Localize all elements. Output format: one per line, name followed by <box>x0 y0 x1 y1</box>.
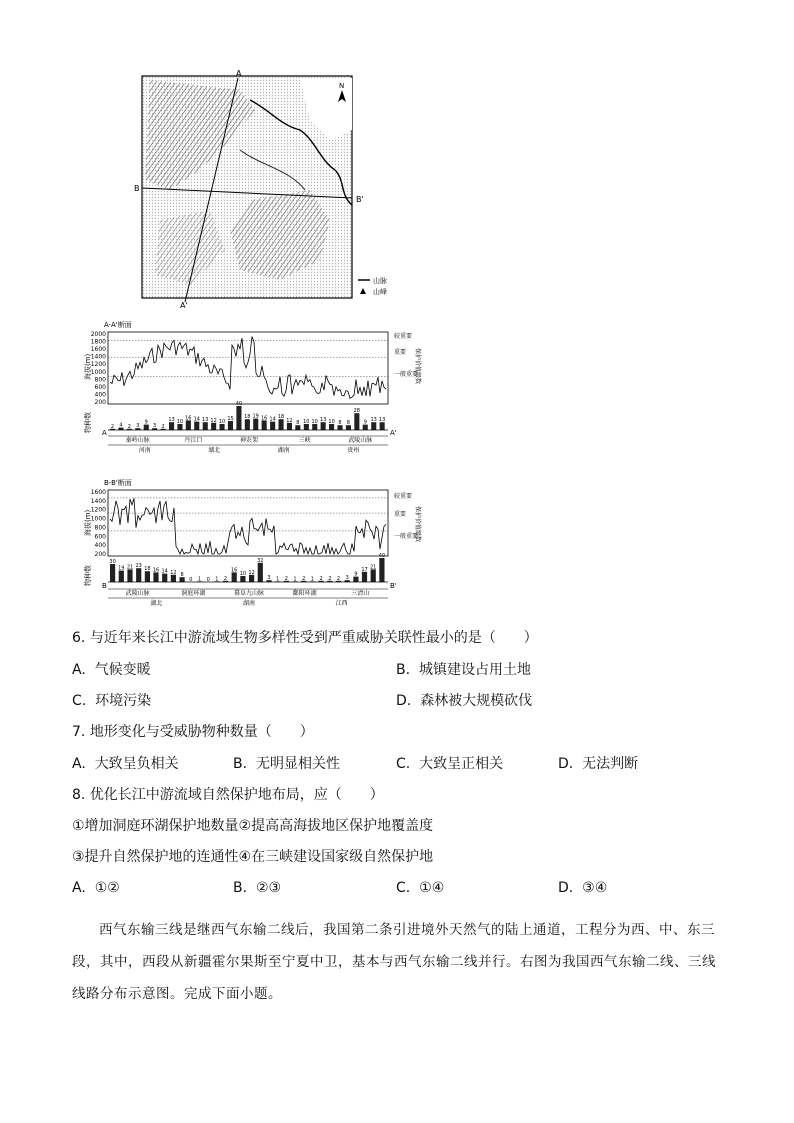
aa-bar-label: 2 <box>127 423 131 430</box>
aa-level-1: 较重要 <box>394 333 413 340</box>
question-6-stem: 与近年来长江中游流域生物多样性受到严重威胁关联性最小的是（ ） <box>89 630 538 646</box>
aa-region-label: 秦岭山脉 <box>125 437 150 444</box>
bb-region-label: 鄱阳环湖 <box>292 590 317 597</box>
bb-ytick: 400 <box>94 542 106 550</box>
aa-bar-label: 14 <box>193 416 200 423</box>
bb-bar <box>110 564 115 582</box>
q8-option-a[interactable]: A. ①② <box>72 880 120 896</box>
aa-bar-label: 10 <box>328 419 335 425</box>
passage-text: 西气东输三线是继西气东输二线后，我国第二条引进境外天然气的陆上通道，工程分为西、中、东三段，其中，西段从新疆霍尔果斯至宁夏中卫，基本与西气东输二线并行。右图为我国西气东输二线、三线线路分布示意图。完成下面小题。 <box>72 922 716 1002</box>
map-label-b: B <box>134 184 140 193</box>
question-8-stem: 优化长江中游流域自然保护地布局，应（ ） <box>89 787 384 803</box>
bb-bar <box>249 575 254 582</box>
bb-bar-label: 40 <box>378 553 386 559</box>
bb-bar <box>371 569 376 582</box>
bb-ytick: 600 <box>94 533 106 541</box>
bb-bar-label: 2 <box>319 575 323 582</box>
aa-bar <box>203 422 208 430</box>
bb-bar <box>119 571 124 582</box>
question-6-number: 6. <box>72 630 86 646</box>
bb-bar-label: 3 <box>345 575 349 582</box>
aa-region-label: 湖北 <box>208 447 221 454</box>
bb-bar-label: 9 <box>354 571 358 578</box>
aa-region-label: 河南 <box>138 447 151 454</box>
aa-ytick: 2000 <box>90 331 106 338</box>
question-8-number: 8. <box>72 787 86 803</box>
aa-ytick: 1600 <box>90 346 106 354</box>
bb-region-label: 三清山 <box>351 590 370 597</box>
terrain-map <box>130 70 430 310</box>
profile-aa-ylabel: 海拔(m) <box>84 353 92 380</box>
bb-bar-label: 2 <box>328 575 332 582</box>
map-legend <box>358 276 387 296</box>
q7-option-a[interactable]: A. 大致呈负相关 <box>72 756 179 772</box>
q6-option-d[interactable]: D. 森林被大规模砍伐 <box>396 693 533 709</box>
aa-ytick: 1800 <box>90 338 106 346</box>
profile-bb-start: B <box>102 582 107 590</box>
question-7-number: 7. <box>72 724 86 740</box>
aa-bar-label: 3 <box>153 423 157 430</box>
aa-bar <box>371 422 376 430</box>
aa-bar <box>354 413 359 430</box>
aa-bar <box>380 422 385 430</box>
aa-ytick: 1200 <box>90 361 106 369</box>
aa-bar-label: 4 <box>119 422 123 429</box>
aa-level-3: 一般重要 <box>394 371 419 378</box>
aa-bar-label: 19 <box>252 413 259 420</box>
bb-bar <box>136 568 141 582</box>
profile-bb-title: B-B'断面 <box>104 479 132 487</box>
profile-bb-ylabel: 海拔(m) <box>84 509 92 536</box>
q8-option-d[interactable]: D. ③④ <box>558 880 608 896</box>
aa-bar-label: 40 <box>235 401 243 407</box>
bb-bar <box>379 558 384 582</box>
aa-region-label: 武陵山脉 <box>348 437 373 444</box>
bb-bar-label: 19 <box>118 565 125 572</box>
q8-statement-2: ③提升自然保护地的连通性④在三峡建设国家级自然保护地 <box>72 849 434 865</box>
q7-option-b[interactable]: B. 无明显相关性 <box>233 756 340 772</box>
aa-ytick: 200 <box>94 399 106 406</box>
bb-bar-label: 21 <box>370 564 377 571</box>
bb-bar-label: 21 <box>126 564 134 571</box>
bb-bar-label: 2 <box>223 575 228 582</box>
q6-option-c[interactable]: C. 环境污染 <box>72 693 152 709</box>
aa-bar-label: 10 <box>311 419 318 425</box>
profile-bb-chart <box>80 476 420 614</box>
profile-aa-y2label: 物种数 <box>84 412 92 433</box>
profile-bb-end: B' <box>390 582 397 590</box>
aa-ytick: 400 <box>94 391 106 399</box>
bb-bar-label: 10 <box>239 571 247 577</box>
q8-statement-1: ①增加洞庭环湖保护地数量②提高高海拔地区保护地覆盖度 <box>72 818 434 834</box>
aa-bar-label: 2 <box>110 423 115 430</box>
q7-option-d[interactable]: D. 无法判断 <box>558 756 639 772</box>
bb-bar-label: 1 <box>215 576 219 583</box>
q8-option-c[interactable]: C. ①④ <box>396 880 445 896</box>
bb-level-2: 重要 <box>394 511 407 518</box>
aa-ytick: 1400 <box>90 353 106 361</box>
bb-ytick: 1400 <box>90 497 106 505</box>
bb-bar-label: 16 <box>231 567 238 574</box>
bb-ytick: 1600 <box>90 489 106 496</box>
aa-bar <box>236 406 241 430</box>
bb-bar-label: 2 <box>284 575 288 582</box>
bb-bar <box>362 572 367 582</box>
profile-aa-title: A-A'断面 <box>104 321 132 329</box>
bb-bar <box>162 574 167 582</box>
aa-region-label: 贵州 <box>347 447 360 454</box>
bb-bar-label: 2 <box>336 575 341 582</box>
aa-bar-label: 10 <box>218 419 226 425</box>
aa-bar-label: 12 <box>210 417 217 424</box>
aa-ytick: 600 <box>94 383 106 391</box>
bb-ytick: 1200 <box>90 506 106 514</box>
profile-bb-y2label: 物种数 <box>84 565 92 586</box>
aa-bar-label: 10 <box>303 419 310 425</box>
bb-bar <box>145 571 150 582</box>
aa-bar-label: 18 <box>277 414 285 421</box>
question-6 <box>72 628 538 648</box>
aa-region-label: 湖南 <box>277 447 290 454</box>
peak-icon <box>360 288 366 294</box>
bb-bar <box>127 569 132 582</box>
bb-bar-label: 30 <box>109 559 116 565</box>
bb-ytick: 800 <box>94 524 106 532</box>
aa-bar <box>228 421 233 430</box>
aa-bar-label: 13 <box>378 417 386 424</box>
q8-option-b[interactable]: B. ②③ <box>233 880 282 896</box>
bb-bar-label: 8 <box>180 572 184 579</box>
aa-bar <box>321 422 326 430</box>
profile-aa-end: A' <box>390 429 397 437</box>
aa-bar-label: 8 <box>346 420 350 427</box>
aa-bar-label: 8 <box>338 420 342 427</box>
aa-bar-label: 16 <box>261 415 268 422</box>
aa-bar <box>270 422 275 430</box>
aa-bar-label: 9 <box>144 419 148 426</box>
bb-bar-label: 1 <box>197 576 202 583</box>
bb-bar-label: 17 <box>361 566 368 573</box>
bb-bar-label: 14 <box>161 568 168 575</box>
aa-region-label: 丹江口 <box>184 437 203 444</box>
aa-bar-label: 10 <box>176 419 184 425</box>
aa-bar <box>211 423 216 430</box>
bb-bar-label: 0 <box>206 577 210 583</box>
bb-bar-label: 1 <box>276 576 280 583</box>
bb-bar-label: 1 <box>310 576 314 583</box>
aa-bar-label: 18 <box>244 414 251 421</box>
aa-bar-label: 28 <box>353 408 360 415</box>
aa-side-label: 保护价值级数 <box>414 348 421 385</box>
legend-mountain-label: 山脉 <box>373 277 387 285</box>
aa-bar-label: 12 <box>286 417 293 424</box>
map-label-b-prime: B' <box>356 195 364 204</box>
bb-bar-label: 2 <box>302 575 306 582</box>
aa-bar-label: 13 <box>370 417 377 424</box>
aa-bar <box>253 419 258 430</box>
profile-aa-chart <box>80 318 420 466</box>
q6-option-a[interactable]: A. 气候变暖 <box>72 662 151 678</box>
bb-level-3: 一般重要 <box>394 533 419 540</box>
question-8 <box>72 785 384 805</box>
bb-bar-label: 12 <box>170 569 177 576</box>
bb-bar <box>171 575 176 582</box>
question-7 <box>72 722 314 742</box>
q6-option-b[interactable]: B. 城镇建设占用土地 <box>396 662 531 678</box>
bb-bar-label: 32 <box>257 557 264 564</box>
bb-side-label: 保护价值级数 <box>414 506 421 543</box>
aa-bar <box>194 422 199 430</box>
aa-bar-label: 13 <box>168 417 175 424</box>
svg-text:N: N <box>339 82 345 90</box>
q7-option-c[interactable]: C. 大致呈正相关 <box>396 756 504 772</box>
bb-ytick: 1000 <box>90 515 106 523</box>
aa-ytick: 800 <box>94 376 106 384</box>
aa-bar <box>262 420 267 430</box>
map-label-a-prime: A' <box>180 301 188 310</box>
bb-region-label: 武陵山脉 <box>125 590 150 597</box>
aa-bar-label: 2 <box>161 423 165 430</box>
aa-level-2: 重要 <box>394 349 407 356</box>
bb-region-label: 湖南 <box>242 600 256 607</box>
bb-region-label: 洞庭环湖 <box>181 590 206 597</box>
aa-bar-label: 16 <box>185 415 192 422</box>
aa-bar <box>287 423 292 430</box>
bb-bar-label: 12 <box>248 569 255 576</box>
bb-bar-label: 3 <box>267 575 271 582</box>
bb-region-label: 湖北 <box>150 600 163 607</box>
aa-bar <box>169 422 174 430</box>
aa-bar <box>186 420 191 430</box>
aa-bar <box>279 419 284 430</box>
aa-bar-label: 14 <box>269 416 276 423</box>
legend-peak-label: 山峰 <box>373 288 387 296</box>
aa-bar-label: 8 <box>296 420 300 427</box>
reading-passage <box>72 914 722 1010</box>
aa-bar <box>245 419 250 430</box>
profile-aa-start: A <box>102 429 107 437</box>
bb-bar <box>258 563 263 582</box>
map-label-a: A <box>236 69 242 78</box>
aa-region-label: 三峡 <box>298 437 311 444</box>
aa-bar-label: 15 <box>227 416 234 422</box>
aa-bar-label: 9 <box>363 419 367 426</box>
aa-bar-label: 13 <box>202 417 209 424</box>
question-7-stem: 地形变化与受威胁物种数量（ ） <box>89 724 314 740</box>
aa-ytick: 1000 <box>90 368 106 376</box>
bb-bar-label: 23 <box>135 563 142 570</box>
bb-ytick: 200 <box>94 551 106 558</box>
bb-region-label: 幕阜九山脉 <box>233 590 265 597</box>
bb-bar-label: 16 <box>152 567 160 574</box>
aa-region-label: 神农架 <box>239 437 259 444</box>
bb-bar-label: 1 <box>293 576 297 583</box>
bb-bar <box>232 572 237 582</box>
bb-bar-label: 18 <box>144 566 151 573</box>
bb-bar-label: 0 <box>189 577 193 583</box>
bb-bar <box>153 572 158 582</box>
aa-bar-label: 13 <box>319 417 327 424</box>
bb-region-label: 江西 <box>335 600 348 607</box>
bb-level-1: 较重要 <box>394 493 413 500</box>
aa-bar-label: 3 <box>136 423 140 430</box>
